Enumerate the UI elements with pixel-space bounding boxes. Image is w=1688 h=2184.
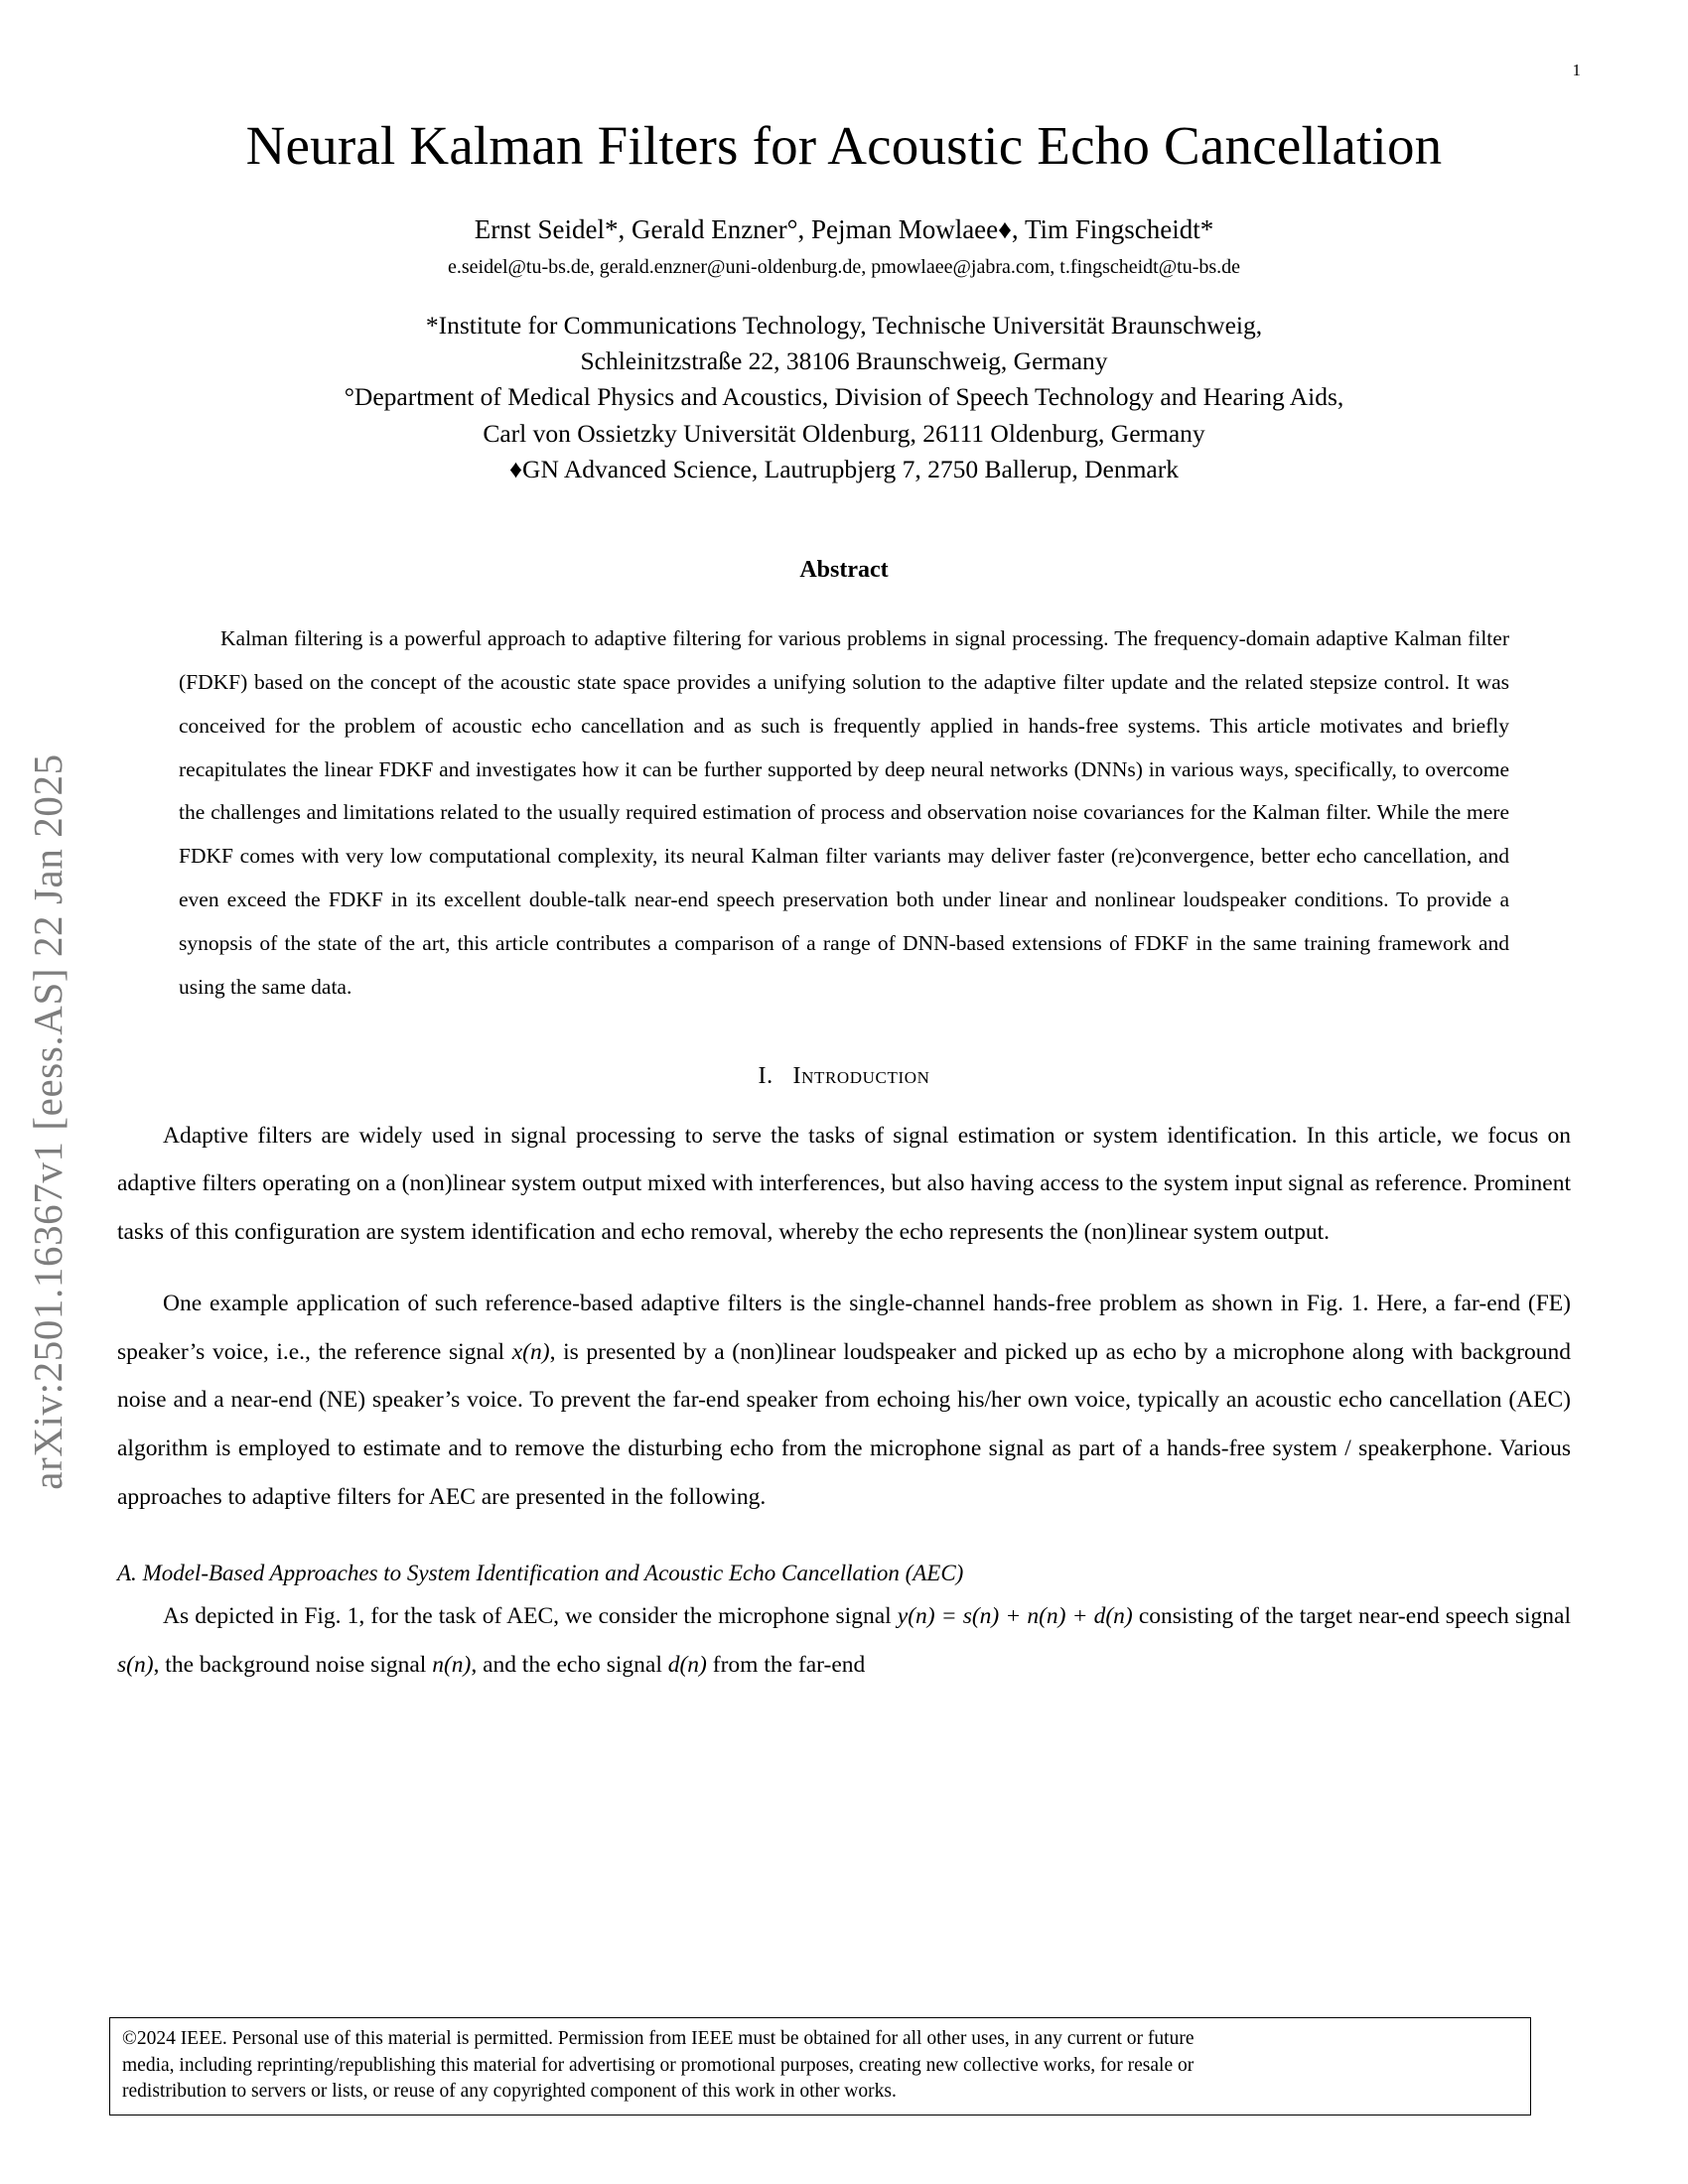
affiliation-line: Schleinitzstraße 22, 38106 Braunschweig, Germany [580, 346, 1108, 376]
affiliation-line: ♦GN Advanced Science, Lautrupbjerg 7, 2750 Ballerup, Denmark [509, 454, 1179, 483]
author-list: Ernst Seidel*, Gerald Enzner°, Pejman Mowlaee♦, Tim Fingscheidt* [474, 213, 1214, 244]
sub-a-text-e: from the far-end [706, 1652, 866, 1679]
math-s-of-n: s(n) [117, 1652, 154, 1679]
copyright-notice-box [109, 2017, 1531, 2116]
subsection-title: Model-Based Approaches to System Identification and Acoustic Echo Cancellation (AEC) [142, 1561, 964, 1586]
intro-paragraph-1: Adaptive filters are widely used in signal processing to serve the tasks of signal estimation or system identification. In this article, we focus on adaptive filters operating on a (non)linear system output mixed with interferences, but also having access to the system input signal as reference. Prominent tasks of this configuration are system identification and echo removal, whereby the echo represents the (non)linear system output. [117, 1122, 1571, 1246]
section-title: Introduction [792, 1062, 930, 1089]
intro-p2-text-b: , is presented by a (non)linear loudspeaker and picked up as echo by a microphone along with background noise and a near-end (NE) speaker’s voice. To prevent the far-end speaker from echoing his/her own voice, typically an acoustic echo cancellation (AEC) algorithm is employed to estimate and to remove the disturbing echo from the microphone signal as part of a hands-free system / speakerphone. Various approaches to adaptive filters for AEC are presented in the following. [117, 1338, 1571, 1510]
arxiv-stamp: arXiv:2501.16367v1 [eess.AS] 22 Jan 2025 [25, 753, 70, 1490]
abstract-heading: Abstract [799, 557, 889, 584]
copyright-line: redistribution to servers or lists, or reuse of any copyrighted component of this work in other works. [122, 2081, 897, 2103]
page-title: Neural Kalman Filters for Acoustic Echo Cancellation [245, 115, 1443, 176]
section-heading-introduction [117, 1063, 1571, 1090]
copyright-line: media, including reprinting/republishing this material for advertising or promotional purposes, creating new collective works, for resale or [122, 2054, 1195, 2076]
intro-p2-text-a: One example application of such reference-based adaptive filters is the single-channel hands-free problem as shown in Fig. 1. Here, a far-end (FE) speaker’s voice, i.e., the reference signal [117, 1291, 1571, 1365]
section-numeral: I. [758, 1062, 774, 1089]
sub-a-text-d: , and the echo signal [471, 1652, 668, 1679]
affiliation-block [117, 308, 1571, 487]
paper-content [117, 0, 1571, 1712]
math-n-of-n: n(n) [432, 1652, 472, 1679]
author-emails: e.seidel@tu-bs.de, gerald.enzner@uni-oldenburg.de, pmowlaee@jabra.com, t.fingscheidt@tu-bs.de [447, 256, 1241, 279]
copyright-line: ©2024 IEEE. Personal use of this material is permitted. Permission from IEEE must be obtained for all other uses, in any current or future [122, 2028, 1195, 2049]
subsection-label: A. [117, 1561, 137, 1586]
affiliation-line: °Department of Medical Physics and Acoustics, Division of Speech Technology and Hearing Aids, [344, 382, 1344, 412]
abstract-body: Kalman filtering is a powerful approach to adaptive filtering for various problems in signal processing. The frequency-domain adaptive Kalman filter (FDKF) based on the concept of the acoustic state space provides a unifying solution to the adaptive filter update and the related stepsize control. It was conceived for the problem of acoustic echo cancellation and as such is frequently applied in hands-free systems. This article motivates and briefly recapitulates the linear FDKF and investigates how it can be further supported by deep neural networks (DNNs) in various ways, specifically, to overcome the challenges and limitations related to the usually required estimation of process and observation noise covariances for the Kalman filter. While the mere FDKF comes with very low computational complexity, its neural Kalman filter variants may deliver faster (re)convergence, better echo cancellation, and even exceed the FDKF in its excellent double-talk near-end speech preservation both under linear and nonlinear loudspeaker conditions. To provide a synopsis of the state of the art, this article contributes a comparison of a range of DNN-based extensions of FDKF in the same training framework and using the same data. [179, 626, 1509, 999]
intro-paragraph-2 [117, 1280, 1571, 1521]
affiliation-line: Carl von Ossietzky Universität Oldenburg, 26111 Oldenburg, Germany [483, 418, 1205, 448]
math-microphone-signal: y(n) = s(n) + n(n) + d(n) [897, 1603, 1133, 1630]
math-d-of-n: d(n) [667, 1652, 707, 1679]
affiliation-line: *Institute for Communications Technology, Technische Universität Braunschweig, [425, 311, 1263, 341]
page-number: 1 [1572, 61, 1581, 79]
sub-a-text-c: , the background noise signal [153, 1652, 433, 1679]
abstract-section [117, 557, 1571, 1010]
subsection-a-paragraph [117, 1592, 1571, 1689]
math-x-of-n: x(n) [511, 1338, 550, 1365]
sub-a-text-a: As depicted in Fig. 1, for the task of AEC, we consider the microphone signal [163, 1603, 898, 1630]
subsection-heading-a [117, 1561, 1571, 1586]
sub-a-text-b: consisting of the target near-end speech signal [1132, 1603, 1571, 1630]
